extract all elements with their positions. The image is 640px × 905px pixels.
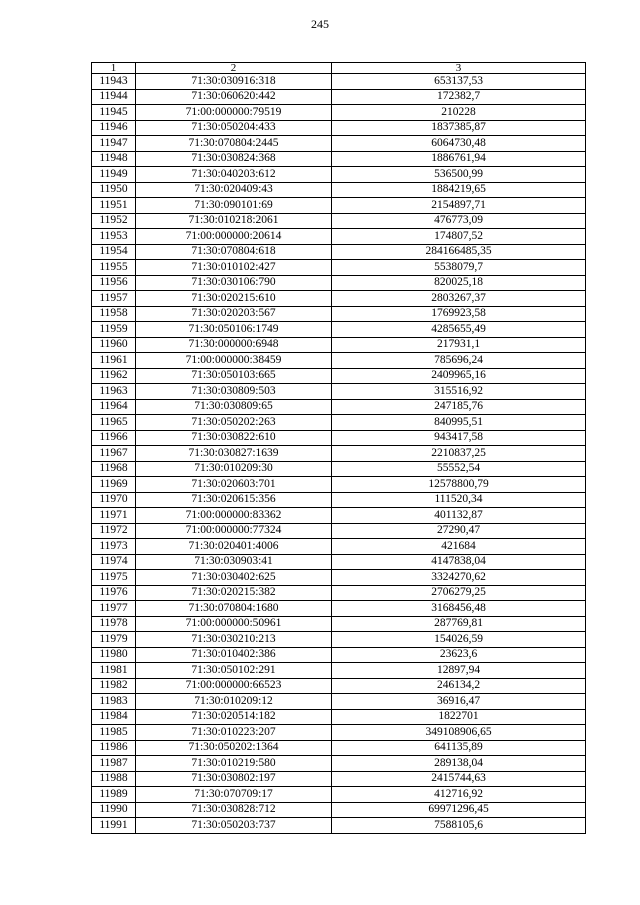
- column-header-1: 1: [92, 63, 136, 74]
- value-cell: 785696,24: [332, 353, 586, 369]
- table-row: [92, 663, 586, 679]
- page-number: 245: [311, 17, 329, 31]
- cadastral-number-cell: 71:30:050102:291: [136, 663, 332, 679]
- table-row: [92, 244, 586, 260]
- value-cell: 3324270,62: [332, 570, 586, 586]
- table-row: [92, 74, 586, 90]
- value-cell: 401132,87: [332, 508, 586, 524]
- row-number-cell: 11991: [92, 818, 136, 834]
- cadastral-number-cell: 71:30:070804:2445: [136, 136, 332, 152]
- cadastral-number-cell: 71:30:010209:30: [136, 461, 332, 477]
- value-cell: 2210837,25: [332, 446, 586, 462]
- value-cell: 1884219,65: [332, 182, 586, 198]
- table-row: [92, 477, 586, 493]
- data-table: [91, 62, 586, 834]
- cadastral-number-cell: 71:30:090101:69: [136, 198, 332, 214]
- value-cell: 3168456,48: [332, 601, 586, 617]
- row-number-cell: 11975: [92, 570, 136, 586]
- value-cell: 412716,92: [332, 787, 586, 803]
- table-body: [92, 74, 586, 834]
- table-row: [92, 105, 586, 121]
- column-header-2: 2: [136, 63, 332, 74]
- table-row: [92, 818, 586, 834]
- table-row: [92, 446, 586, 462]
- row-number-cell: 11963: [92, 384, 136, 400]
- table-row: [92, 275, 586, 291]
- cadastral-number-cell: 71:30:050103:665: [136, 368, 332, 384]
- cadastral-number-cell: 71:30:010102:427: [136, 260, 332, 276]
- row-number-cell: 11978: [92, 616, 136, 632]
- table-row: [92, 554, 586, 570]
- cadastral-number-cell: 71:30:030827:1639: [136, 446, 332, 462]
- cadastral-number-cell: 71:30:020401:4006: [136, 539, 332, 555]
- cadastral-number-cell: 71:00:000000:77324: [136, 523, 332, 539]
- cadastral-number-cell: 71:30:010218:2061: [136, 213, 332, 229]
- row-number-cell: 11965: [92, 415, 136, 431]
- row-number-cell: 11982: [92, 678, 136, 694]
- table-row: [92, 802, 586, 818]
- table-row: [92, 694, 586, 710]
- value-cell: 2409965,16: [332, 368, 586, 384]
- table-row: [92, 601, 586, 617]
- cadastral-number-cell: 71:30:010209:12: [136, 694, 332, 710]
- cadastral-number-cell: 71:30:030809:65: [136, 399, 332, 415]
- row-number-cell: 11945: [92, 105, 136, 121]
- table-row: [92, 647, 586, 663]
- row-number-cell: 11974: [92, 554, 136, 570]
- row-number-cell: 11976: [92, 585, 136, 601]
- row-number-cell: 11953: [92, 229, 136, 245]
- table-row: [92, 430, 586, 446]
- cadastral-number-cell: 71:30:010223:207: [136, 725, 332, 741]
- cadastral-number-cell: 71:30:010402:386: [136, 647, 332, 663]
- value-cell: 2154897,71: [332, 198, 586, 214]
- table-row: [92, 492, 586, 508]
- cadastral-number-cell: 71:30:030210:213: [136, 632, 332, 648]
- cadastral-number-cell: 71:30:050202:1364: [136, 740, 332, 756]
- row-number-cell: 11985: [92, 725, 136, 741]
- value-cell: 12578800,79: [332, 477, 586, 493]
- value-cell: 641135,89: [332, 740, 586, 756]
- value-cell: 1822701: [332, 709, 586, 725]
- row-number-cell: 11955: [92, 260, 136, 276]
- cadastral-number-cell: 71:00:000000:20614: [136, 229, 332, 245]
- value-cell: 7588105,6: [332, 818, 586, 834]
- row-number-cell: 11951: [92, 198, 136, 214]
- cadastral-number-cell: 71:30:030402:625: [136, 570, 332, 586]
- row-number-cell: 11970: [92, 492, 136, 508]
- header-row: [92, 63, 586, 74]
- table-row: [92, 461, 586, 477]
- table-row: [92, 787, 586, 803]
- table-row: [92, 120, 586, 136]
- table-row: [92, 213, 586, 229]
- table-row: [92, 306, 586, 322]
- table-row: [92, 229, 586, 245]
- table-row: [92, 632, 586, 648]
- cadastral-number-cell: 71:00:000000:38459: [136, 353, 332, 369]
- value-cell: 536500,99: [332, 167, 586, 183]
- cadastral-number-cell: 71:30:030828:712: [136, 802, 332, 818]
- cadastral-number-cell: 71:30:020203:567: [136, 306, 332, 322]
- value-cell: 174807,52: [332, 229, 586, 245]
- value-cell: 6064730,48: [332, 136, 586, 152]
- value-cell: 653137,53: [332, 74, 586, 90]
- value-cell: 27290,47: [332, 523, 586, 539]
- row-number-cell: 11956: [92, 275, 136, 291]
- row-number-cell: 11969: [92, 477, 136, 493]
- cadastral-number-cell: 71:30:050202:263: [136, 415, 332, 431]
- cadastral-number-cell: 71:30:020215:610: [136, 291, 332, 307]
- row-number-cell: 11981: [92, 663, 136, 679]
- table-row: [92, 399, 586, 415]
- row-number-cell: 11961: [92, 353, 136, 369]
- row-number-cell: 11979: [92, 632, 136, 648]
- value-cell: 246134,2: [332, 678, 586, 694]
- value-cell: 1886761,94: [332, 151, 586, 167]
- value-cell: 36916,47: [332, 694, 586, 710]
- value-cell: 820025,18: [332, 275, 586, 291]
- value-cell: 5538079,7: [332, 260, 586, 276]
- table-row: [92, 523, 586, 539]
- value-cell: 315516,92: [332, 384, 586, 400]
- table-row: [92, 539, 586, 555]
- row-number-cell: 11973: [92, 539, 136, 555]
- value-cell: 284166485,35: [332, 244, 586, 260]
- value-cell: 154026,59: [332, 632, 586, 648]
- row-number-cell: 11983: [92, 694, 136, 710]
- cadastral-number-cell: 71:30:050204:433: [136, 120, 332, 136]
- row-number-cell: 11943: [92, 74, 136, 90]
- row-number-cell: 11987: [92, 756, 136, 772]
- row-number-cell: 11986: [92, 740, 136, 756]
- cadastral-number-cell: 71:30:050203:737: [136, 818, 332, 834]
- row-number-cell: 11944: [92, 89, 136, 105]
- row-number-cell: 11966: [92, 430, 136, 446]
- cadastral-number-cell: 71:30:030903:41: [136, 554, 332, 570]
- value-cell: 2415744,63: [332, 771, 586, 787]
- cadastral-number-cell: 71:30:020409:43: [136, 182, 332, 198]
- table-row: [92, 260, 586, 276]
- table-row: [92, 570, 586, 586]
- row-number-cell: 11989: [92, 787, 136, 803]
- cadastral-number-cell: 71:00:000000:79519: [136, 105, 332, 121]
- row-number-cell: 11946: [92, 120, 136, 136]
- row-number-cell: 11952: [92, 213, 136, 229]
- cadastral-number-cell: 71:30:030916:318: [136, 74, 332, 90]
- cadastral-number-cell: 71:30:030802:197: [136, 771, 332, 787]
- value-cell: 217931,1: [332, 337, 586, 353]
- value-cell: 111520,34: [332, 492, 586, 508]
- table-row: [92, 368, 586, 384]
- value-cell: 421684: [332, 539, 586, 555]
- cadastral-number-cell: 71:00:000000:50961: [136, 616, 332, 632]
- row-number-cell: 11971: [92, 508, 136, 524]
- row-number-cell: 11947: [92, 136, 136, 152]
- table-row: [92, 415, 586, 431]
- value-cell: 172382,7: [332, 89, 586, 105]
- cadastral-number-cell: 71:30:030824:368: [136, 151, 332, 167]
- cadastral-number-cell: 71:30:010219:580: [136, 756, 332, 772]
- value-cell: 210228: [332, 105, 586, 121]
- table-row: [92, 585, 586, 601]
- table-row: [92, 182, 586, 198]
- value-cell: 23623,6: [332, 647, 586, 663]
- table-row: [92, 322, 586, 338]
- cadastral-number-cell: 71:30:070804:618: [136, 244, 332, 260]
- table-row: [92, 291, 586, 307]
- row-number-cell: 11968: [92, 461, 136, 477]
- column-header-3: 3: [332, 63, 586, 74]
- value-cell: 943417,58: [332, 430, 586, 446]
- value-cell: 4285655,49: [332, 322, 586, 338]
- cadastral-number-cell: 71:30:000000:6948: [136, 337, 332, 353]
- table-row: [92, 725, 586, 741]
- table-row: [92, 151, 586, 167]
- table-row: [92, 353, 586, 369]
- cadastral-number-cell: 71:30:020615:356: [136, 492, 332, 508]
- cadastral-number-cell: 71:30:030106:790: [136, 275, 332, 291]
- value-cell: 349108906,65: [332, 725, 586, 741]
- row-number-cell: 11962: [92, 368, 136, 384]
- value-cell: 289138,04: [332, 756, 586, 772]
- cadastral-number-cell: 71:30:030809:503: [136, 384, 332, 400]
- cadastral-number-cell: 71:30:030822:610: [136, 430, 332, 446]
- row-number-cell: 11960: [92, 337, 136, 353]
- row-number-cell: 11948: [92, 151, 136, 167]
- table-row: [92, 771, 586, 787]
- table-row: [92, 678, 586, 694]
- cadastral-number-cell: 71:30:070709:17: [136, 787, 332, 803]
- row-number-cell: 11964: [92, 399, 136, 415]
- value-cell: 69971296,45: [332, 802, 586, 818]
- row-number-cell: 11958: [92, 306, 136, 322]
- row-number-cell: 11972: [92, 523, 136, 539]
- cadastral-number-cell: 71:30:020514:182: [136, 709, 332, 725]
- table-header: [92, 63, 586, 74]
- value-cell: 247185,76: [332, 399, 586, 415]
- row-number-cell: 11954: [92, 244, 136, 260]
- row-number-cell: 11949: [92, 167, 136, 183]
- value-cell: 4147838,04: [332, 554, 586, 570]
- row-number-cell: 11980: [92, 647, 136, 663]
- row-number-cell: 11959: [92, 322, 136, 338]
- table-row: [92, 740, 586, 756]
- cadastral-number-cell: 71:30:060620:442: [136, 89, 332, 105]
- value-cell: 2706279,25: [332, 585, 586, 601]
- table-row: [92, 167, 586, 183]
- row-number-cell: 11988: [92, 771, 136, 787]
- cadastral-number-cell: 71:30:040203:612: [136, 167, 332, 183]
- row-number-cell: 11990: [92, 802, 136, 818]
- value-cell: 1837385,87: [332, 120, 586, 136]
- row-number-cell: 11967: [92, 446, 136, 462]
- table-row: [92, 89, 586, 105]
- value-cell: 287769,81: [332, 616, 586, 632]
- value-cell: 2803267,37: [332, 291, 586, 307]
- row-number-cell: 11977: [92, 601, 136, 617]
- table-row: [92, 198, 586, 214]
- cadastral-number-cell: 71:00:000000:66523: [136, 678, 332, 694]
- table-row: [92, 384, 586, 400]
- table-row: [92, 508, 586, 524]
- cadastral-number-cell: 71:30:020215:382: [136, 585, 332, 601]
- value-cell: 1769923,58: [332, 306, 586, 322]
- row-number-cell: 11957: [92, 291, 136, 307]
- cadastral-number-cell: 71:00:000000:83362: [136, 508, 332, 524]
- table-row: [92, 136, 586, 152]
- value-cell: 840995,51: [332, 415, 586, 431]
- row-number-cell: 11950: [92, 182, 136, 198]
- value-cell: 55552,54: [332, 461, 586, 477]
- cadastral-number-cell: 71:30:050106:1749: [136, 322, 332, 338]
- table-row: [92, 616, 586, 632]
- cadastral-number-cell: 71:30:070804:1680: [136, 601, 332, 617]
- row-number-cell: 11984: [92, 709, 136, 725]
- table-row: [92, 337, 586, 353]
- table-row: [92, 709, 586, 725]
- table-row: [92, 756, 586, 772]
- value-cell: 476773,09: [332, 213, 586, 229]
- cadastral-number-cell: 71:30:020603:701: [136, 477, 332, 493]
- value-cell: 12897,94: [332, 663, 586, 679]
